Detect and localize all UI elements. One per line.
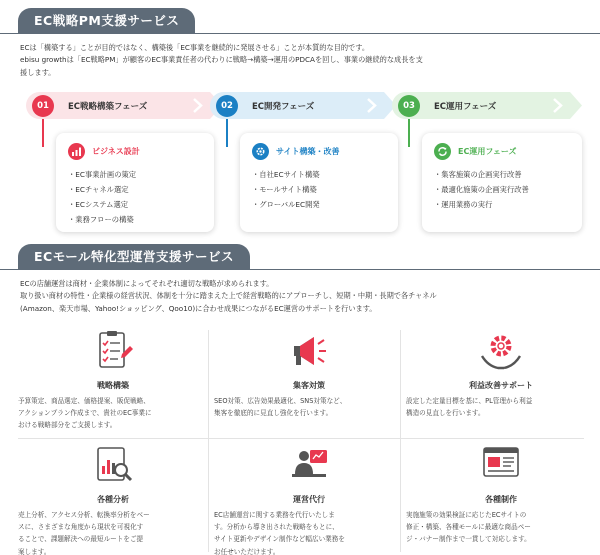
description-line: ることで、課題解決への最短ルートをご提 [18,535,144,544]
phase-development [210,92,396,119]
service-description [406,509,596,546]
section-divider [0,269,600,270]
intro-line: ECは「構築する」ことが目的ではなく、構築後「EC事業を継続的に発展させる」ことが本質的な目的です。 [20,43,370,52]
section-intro [20,278,585,315]
grid-divider [18,438,584,439]
intro-line: 援します。 [20,67,56,77]
description-line: 売上分析、アクセス分析、転換率分析をベー [18,511,150,519]
grid-divider [208,330,209,552]
service-description [18,509,208,555]
phase-number: 03 [398,95,420,117]
description-line: す。分析から導き出された戦略をもとに、 [214,523,339,532]
section-divider [0,33,600,34]
description-line: 構造の見直しを行います。 [406,409,485,418]
service-title: 運営代行 [293,495,325,504]
service-title: 戦略構築 [97,381,129,390]
service-description [18,395,208,432]
phase-operation [392,92,582,119]
description-line: 設定した定量目標を基に、PL管理から利益 [406,397,533,405]
description-line: 集客を徹底的に見直し強化を行います。 [214,409,333,418]
service-title: 集客対策 [293,381,325,390]
card-item: ・ モールサイト構築 [252,182,386,197]
description-line: 案します。 [18,547,51,555]
card-item: ・ 集客施策の企画実行改善 [434,167,570,182]
section-title: ECモール特化型運営支援サービス [18,244,250,270]
card-item: ・ ECチャネル選定 [68,182,202,197]
description-line: サイト更新やデザイン制作など幅広い業務を [214,535,345,544]
analytics-icon [88,444,138,486]
service-acquisition [214,330,404,419]
service-production [406,444,596,546]
section-intro [20,42,585,79]
description-line: スに、さまざまな角度から現状を可視化す [18,523,144,532]
phase-title: EC戦略構築フェーズ [68,101,148,112]
service-title: 各種分析 [97,495,129,504]
intro-line: (Amazon、楽天市場、Yahoo!ショッピング、Qoo10)に合わせ成果につながるEC運営のサポートを行います。 [20,303,377,313]
phase-number: 02 [216,95,238,117]
business-design-icon [68,143,85,160]
checklist-icon [88,330,138,372]
card-item: ・ ECシステム選定 [68,197,202,212]
description-line: お任せいただけます。 [214,547,280,555]
card-site-build [240,133,398,232]
card-item: ・ グローバルEC開発 [252,197,386,212]
intro-line: 取り扱い商材の特性・企業様の経営状況、体制を十分に踏まえた上で経営戦略的にアプローチし、短期・中期・長期で各チャネル [20,291,437,301]
service-description [406,395,596,419]
description-line: おける戦略部分をご支援します。 [18,421,117,430]
card-business-design [56,133,214,232]
card-title: サイト構築・改善 [276,147,340,156]
gear-hands-icon [476,330,526,372]
megaphone-icon [284,330,334,372]
card-item: ・ 最適化施策の企画実行改善 [434,182,570,197]
phase-strategy [26,92,222,119]
intro-line: ebisu growthは「EC戦略PM」が顧客のEC事業責任者の代わりに戦略→構築→運用のPDCAを回し、事業の継続的な成長を支 [20,55,423,65]
card-ec-operation [422,133,582,232]
card-title: ビジネス設計 [92,147,140,156]
section-title: EC戦略PM支援サービス [18,8,195,34]
section-header-mall-support [0,244,600,270]
gear-icon [252,143,269,160]
service-operation [214,444,404,555]
description-line: SEO対策、広告効果最適化、SNS対策など、 [214,397,347,405]
service-description [214,395,404,419]
phase-connector [226,119,228,147]
service-title: 各種制作 [485,495,517,504]
intro-line: ECの店舗運営は商材・企業体制によってそれぞれ適切な戦略が求められます。 [20,279,274,288]
service-strategy [18,330,208,432]
web-design-icon [476,444,526,486]
card-item: ・ EC事業計画の策定 [68,167,202,182]
phase-connector [408,119,410,147]
card-title: EC運用フェーズ [458,147,517,156]
description-line: ジ・バナー制作まで一貫して対応します。 [406,535,531,544]
section-header-ec-strategy [0,8,600,34]
description-line: 修正・構築、各種モールに最適な商品ペー [406,523,531,532]
operator-icon [284,444,334,486]
description-line: 予算策定、商品選定、価格提案、販促戦略、 [18,397,150,405]
phase-title: EC開発フェーズ [252,101,315,112]
service-analysis [18,444,208,555]
service-title: 利益改善サポート [469,381,533,390]
description-line: EC店舗運営に関する業務を代行いたしま [214,511,335,519]
phase-connector [42,119,44,147]
service-description [214,509,404,555]
card-item: ・ 運用業務の実行 [434,197,570,212]
service-profit [406,330,596,419]
phase-title: EC運用フェーズ [434,101,497,112]
card-item: ・ 業務フローの構築 [68,212,202,227]
phase-number: 01 [32,95,54,117]
cycle-icon [434,143,451,160]
description-line: 実施施策の効果検証に応じたECサイトの [406,511,527,519]
description-line: アクションプラン作成まで、貴社のEC事業に [18,409,152,418]
card-item: ・ 自社ECサイト構築 [252,167,386,182]
